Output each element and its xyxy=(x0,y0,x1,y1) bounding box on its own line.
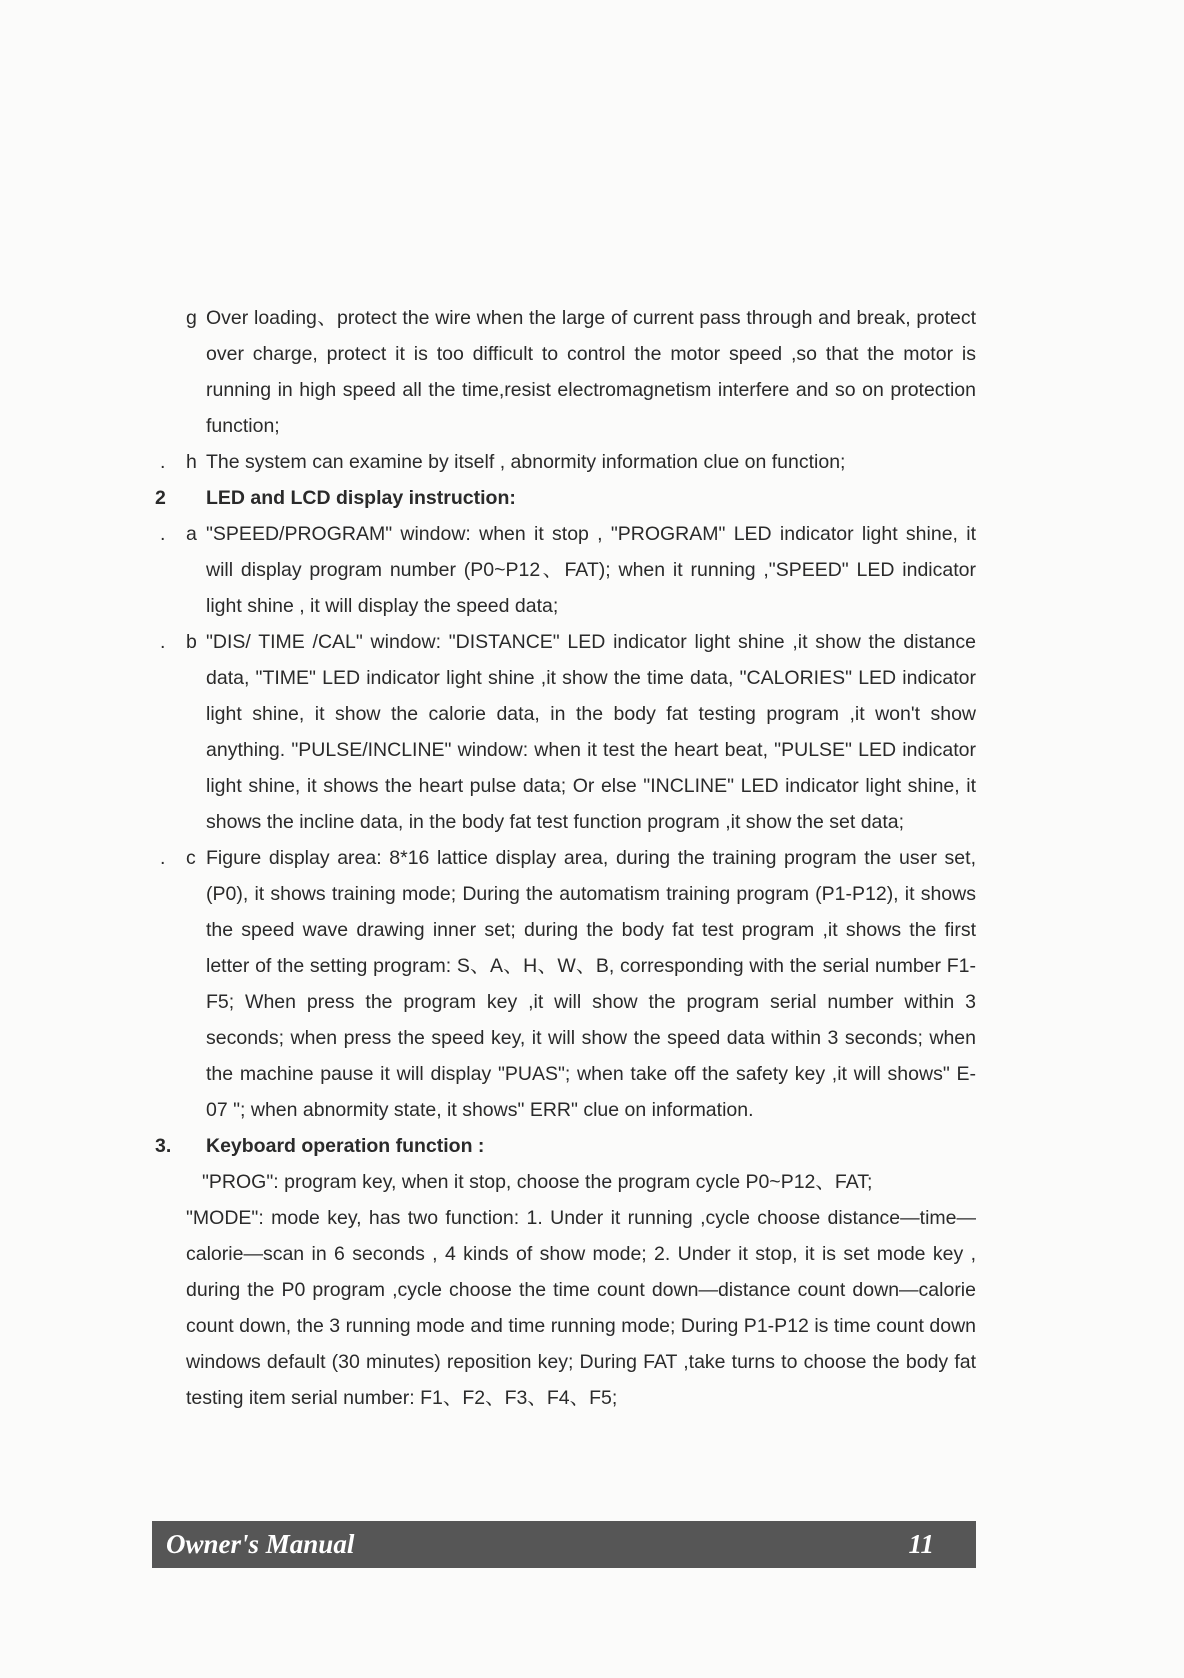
bullet-dot-2c: . xyxy=(160,847,166,869)
mode-key-text: "MODE": mode key, has two function: 1. Under it running ,cycle choose distance—time—calorie—scan in 6 seconds , 4 kinds of show mode; 2. Under it stop, it is set mode key , during the P0 program ,cycle choose the time count down—distance count down—calorie count down, the 3 running mode and time running mode; During P1-P12 is time count down windows default (30 minutes) reposition key; During FAT ,take turns to choose the body fat testing item serial number: F1、F2、F3、F4、F5; xyxy=(186,1207,976,1409)
bullet-dot-2a: . xyxy=(160,523,166,545)
item-text-h: The system can examine by itself , abnormity information clue on function; xyxy=(206,451,846,473)
list-item-2c xyxy=(0,840,1184,1128)
mode-key-paragraph xyxy=(0,1200,1184,1416)
footer-bar xyxy=(152,1521,976,1568)
item-text-2b: "DIS/ TIME /CAL" window: "DISTANCE" LED indicator light shine ,it show the distance data, "TIME" LED indicator light shine ,it show the time data, "CALORIES" LED indicator light shine, it show the calorie data, in the body fat testing program ,it won't show anything. "PULSE/INCLINE" window: when it test the heart beat, "PULSE" LED indicator light shine, it shows the heart pulse data; Or else "INCLINE" LED indicator light shine, it shows the incline data, in the body fat test function program ,it show the set data; xyxy=(206,631,976,833)
footer-title: Owner's Manual xyxy=(166,1529,355,1559)
prog-key-paragraph xyxy=(0,1164,1184,1200)
item-marker-2a: a xyxy=(186,523,197,545)
item-text-2a: "SPEED/PROGRAM" window: when it stop , "PROGRAM" LED indicator light shine, it will display program number (P0~P12、FAT); when it running ,"SPEED" LED indicator light shine , it will display the speed data; xyxy=(206,523,976,617)
item-marker-2c: c xyxy=(186,847,196,869)
section-2-heading xyxy=(0,480,1184,516)
section-3-number: 3. xyxy=(155,1135,172,1157)
prog-key-text: "PROG": program key, when it stop, choose the program cycle P0~P12、FAT; xyxy=(202,1171,873,1193)
item-text-2c: Figure display area: 8*16 lattice display area, during the training program the user set, (P0), it shows training mode; During the automatism training program (P1-P12), it shows the speed wave drawing inner set; during the body fat test program ,it shows the first letter of the setting program: S、A、H、W、B, corresponding with the serial number F1-F5; When press the program key ,it will show the program serial number within 3 seconds; when press the speed key, it will show the speed data within 3 seconds; when the machine pause it will display "PUAS"; when take off the safety key ,it will shows" E-07 "; when abnormity state, it shows" ERR" clue on information. xyxy=(206,847,976,1121)
item-marker-2b: b xyxy=(186,631,197,653)
item-text-g: Over loading、protect the wire when the large of current pass through and break, protect over charge, protect it is too difficult to control the motor speed ,so that the motor is running in high speed all the time,resist electromagnetism interfere and so on protection function; xyxy=(206,307,976,437)
list-item-h xyxy=(0,444,1184,480)
section-2-number: 2 xyxy=(155,487,166,509)
list-item-g xyxy=(0,300,1184,444)
bullet-dot-h: . xyxy=(160,451,166,473)
list-item-2a xyxy=(0,516,1184,624)
item-marker-g: g xyxy=(186,307,197,329)
list-item-2b xyxy=(0,624,1184,840)
bullet-dot-2b: . xyxy=(160,631,166,653)
section-3-heading xyxy=(0,1128,1184,1164)
item-marker-h: h xyxy=(186,451,197,473)
page-number: 11 xyxy=(908,1529,934,1559)
section-3-title: Keyboard operation function : xyxy=(206,1135,485,1157)
page-content xyxy=(0,300,1184,1416)
section-2-title: LED and LCD display instruction: xyxy=(206,487,516,509)
